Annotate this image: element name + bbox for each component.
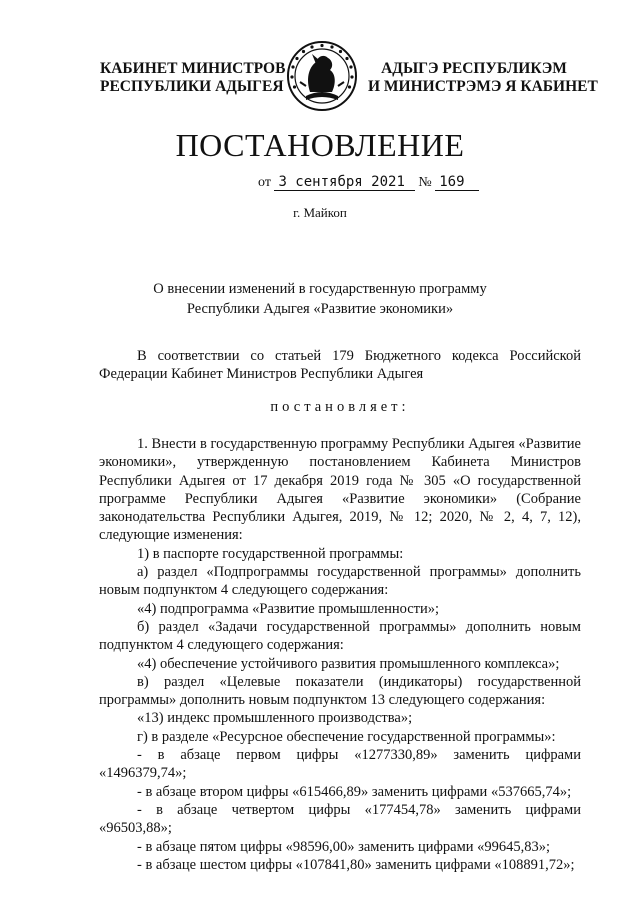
document-subject	[0, 279, 640, 319]
resolve-word: постановляет:	[270, 399, 410, 415]
issuer-line-2-adyghe: И МИНИСТРЭМЭ Я КАБИНЕТ	[368, 78, 598, 95]
city-name: г. Майкоп	[293, 205, 347, 220]
issuer-line-1: КАБИНЕТ МИНИСТРОВ	[100, 60, 286, 77]
date-number-line	[258, 174, 479, 191]
list-item: - в абзаце пятом цифры «98596,00» заменить цифрами «99645,83»;	[137, 838, 551, 855]
coat-of-arms-icon	[286, 40, 358, 112]
list-item: - в абзаце четвертом цифры «177454,78» заменить цифрами «96503,88»;	[99, 801, 581, 837]
subject-line-1: О внесении изменений в государственную программу	[153, 281, 487, 297]
preamble-block	[99, 347, 581, 384]
document-title: ПОСТАНОВЛЕНИЕ	[175, 127, 465, 163]
paragraph: г) в разделе «Ресурсное обеспечение государственной программы»:	[137, 728, 556, 745]
paragraph: «4) подпрограмма «Развитие промышленности»;	[137, 600, 440, 617]
paragraph: а) раздел «Подпрограммы государственной программы» дополнить новым подпунктом 4 следующего содержания:	[99, 564, 581, 599]
issuer-name-russian	[100, 60, 286, 96]
paragraph: 1. Внести в государственную программу Республики Адыгея «Развитие экономики», утвержденную постановлением Кабинета Министров Республики Адыгея от 17 декабря 2019 года № 305 «О государственной программе Республики Адыгея «Развитие экономики» (Собрание законодательства Республики Адыгея, 2019, № 12; 2020, № 2, 4, 7, 12), следующие изменения:	[99, 436, 581, 544]
list-item: - в абзаце шестом цифры «107841,80» заменить цифрами «108891,72»;	[137, 856, 575, 873]
issuer-line-2: РЕСПУБЛИКИ АДЫГЕЯ	[100, 78, 284, 95]
main-text	[99, 435, 581, 874]
subject-line-2: Республики Адыгея «Развитие экономики»	[186, 301, 454, 317]
list-item: - в абзаце втором цифры «615466,89» заменить цифрами «537665,74»;	[137, 783, 572, 800]
paragraph: «4) обеспечение устойчивого развития промышленного комплекса»;	[137, 655, 560, 672]
paragraph: в) раздел «Целевые показатели (индикаторы) государственной программы» дополнить новым подпунктом 13 следующего содержания:	[99, 673, 581, 709]
list-item: - в абзаце первом цифры «1277330,89» заменить цифрами «1496379,74»;	[99, 747, 581, 782]
issuer-name-adyghe	[368, 60, 598, 96]
preamble: В соответствии со статьей 179 Бюджетного кодекса Российской Федерации Кабинет Министров Республики Адыгея	[99, 348, 581, 383]
number-label: №	[418, 175, 432, 190]
document-number: 169	[435, 174, 478, 191]
paragraph: 1) в паспорте государственной программы:	[137, 545, 404, 562]
issuer-line-1-adyghe: АДЫГЭ РЕСПУБЛИКЭМ	[381, 60, 567, 77]
date-from-label: от	[258, 175, 271, 190]
paragraph: «13) индекс промышленного производства»;	[137, 710, 413, 727]
paragraph: б) раздел «Задачи государственной программы» дополнить новым подпунктом 4 следующего содержания:	[99, 618, 581, 654]
document-date: 3 сентября 2021	[274, 174, 414, 191]
resolve-block	[99, 398, 581, 416]
